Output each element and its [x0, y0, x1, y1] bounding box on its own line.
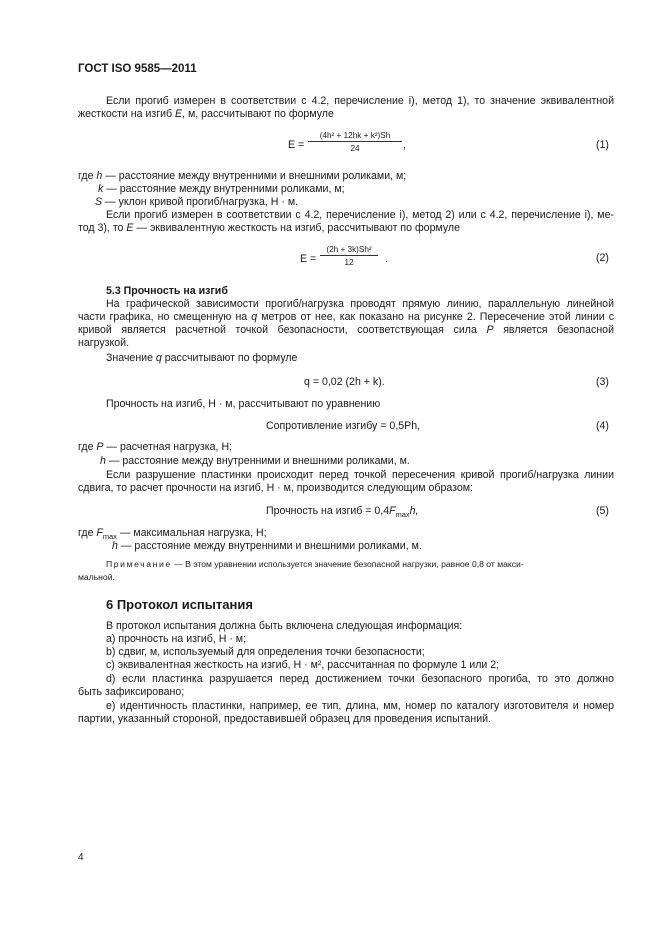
paragraph-line: Если прогиб измерен в соответствии с 4.2, перечисление i), метод 1), то значение эквивалентной [106, 95, 614, 107]
definition-line: h — расстояние между внутренними и внешними роликами, м. [100, 455, 410, 467]
list-item: а) прочность на изгиб, Н · м; [106, 633, 247, 645]
section-heading: 6 Протокол испытания [106, 597, 253, 612]
paragraph-line: сдвига, то расчет прочности на изгиб, Н · м, производится следующим образом: [78, 482, 473, 494]
paragraph-line: нагрузкой. [78, 337, 130, 349]
definition-line: h — расстояние между внутренними и внешними роликами, м. [112, 540, 422, 552]
note-continuation: мальной. [78, 572, 115, 582]
formula-denominator: 12 [344, 258, 354, 267]
formula-fraction [308, 131, 402, 153]
formula-fraction [320, 245, 378, 267]
formula-denominator: 24 [350, 144, 360, 153]
page-number: 4 [78, 852, 84, 863]
paragraph-line: кривой является расчетной точкой безопасности, соответствующая сила P является безопасной [78, 324, 614, 336]
formula-4: Сопротивление изгибу = 0,5Ph, [266, 420, 421, 432]
formula-lhs: E = [288, 139, 305, 151]
paragraph-line: Если прогиб измерен в соответствии с 4.2, перечисление i), метод 2) или с 4.2, перечисление i), ме- [106, 209, 614, 221]
formula-3: q = 0,02 (2h + k). [304, 376, 385, 388]
formula-numerator: (4h² + 12hk + k²)Sh [319, 131, 391, 140]
formula-number: (5) [596, 505, 609, 517]
definition-line: где h — расстояние между внутренними и внешними роликами, м; [78, 170, 407, 182]
formula-numerator: (2h + 3k)Sh² [326, 245, 372, 254]
list-item-continuation: партии, указанный стороной, предоставившей образец для проведения испытаний. [78, 713, 492, 725]
formula-number: (4) [596, 420, 609, 432]
formula-lhs: E = [300, 253, 317, 265]
document-header: ГОСТ ISO 9585—2011 [78, 63, 197, 75]
paragraph-line: тод 3), то E — эквивалентную жесткость на изгиб, рассчитывают по формуле [78, 222, 461, 234]
paragraph-line: Прочность на изгиб, Н · м, рассчитывают по уравнению [106, 398, 381, 410]
paragraph-line: Значение q рассчитывают по формуле [106, 352, 298, 364]
definition-line: где P — расчетная нагрузка, Н; [78, 441, 233, 453]
paragraph-line: В протокол испытания должна быть включена следующая информация: [106, 620, 463, 632]
list-item: e) идентичность пластинки, например, ее тип, длина, мм, номер по каталогу изготовителя и номер [106, 700, 614, 712]
note: Примечание — В этом уравнении используется значение безопасной нагрузки, равное 0,8 от макси- [106, 559, 524, 569]
formula-number: (1) [596, 139, 609, 151]
definition-line: k — расстояние между внутренними роликами, м; [98, 183, 345, 195]
formula-5: Прочность на изгиб = $0,4F_{max}h$, [266, 505, 419, 520]
definition-line: где $F_{max}$ — максимальная нагрузка, Н; [78, 527, 267, 542]
formula-tail: . [385, 253, 388, 265]
paragraph-line: На графической зависимости прогиб/нагрузка проводят прямую линию, параллельную линейной [106, 298, 614, 310]
formula-number: (2) [596, 252, 609, 264]
section-heading: 5.3 Прочность на изгиб [106, 285, 228, 297]
formula-number: (3) [596, 376, 609, 388]
list-item-continuation: быть зафиксировано; [78, 686, 185, 698]
paragraph-line: части графика, но смещенную на q метров от нее, как показано на рисунке 2. Пересечение этой линии с [78, 311, 614, 323]
formula-tail: , [403, 139, 406, 151]
list-item: b) сдвиг, м, используемый для определения точки безопасности; [106, 646, 425, 658]
note-label: Примечание [106, 559, 172, 569]
list-item: c) эквивалентная жесткость на изгиб, Н · м², рассчитанная по формуле 1 или 2; [106, 659, 500, 671]
paragraph-line: Если разрушение пластинки происходит перед точкой пересечения кривой прогиб/нагрузка линии [106, 469, 614, 481]
paragraph-line: жесткости на изгиб E, м, рассчитывают по формуле [78, 108, 334, 120]
list-item: d) если пластинка разрушается перед достижением точки безопасного прогиба, то это должно [106, 673, 614, 685]
definition-line: S — уклон кривой прогиб/нагрузка, Н · м. [95, 196, 299, 208]
